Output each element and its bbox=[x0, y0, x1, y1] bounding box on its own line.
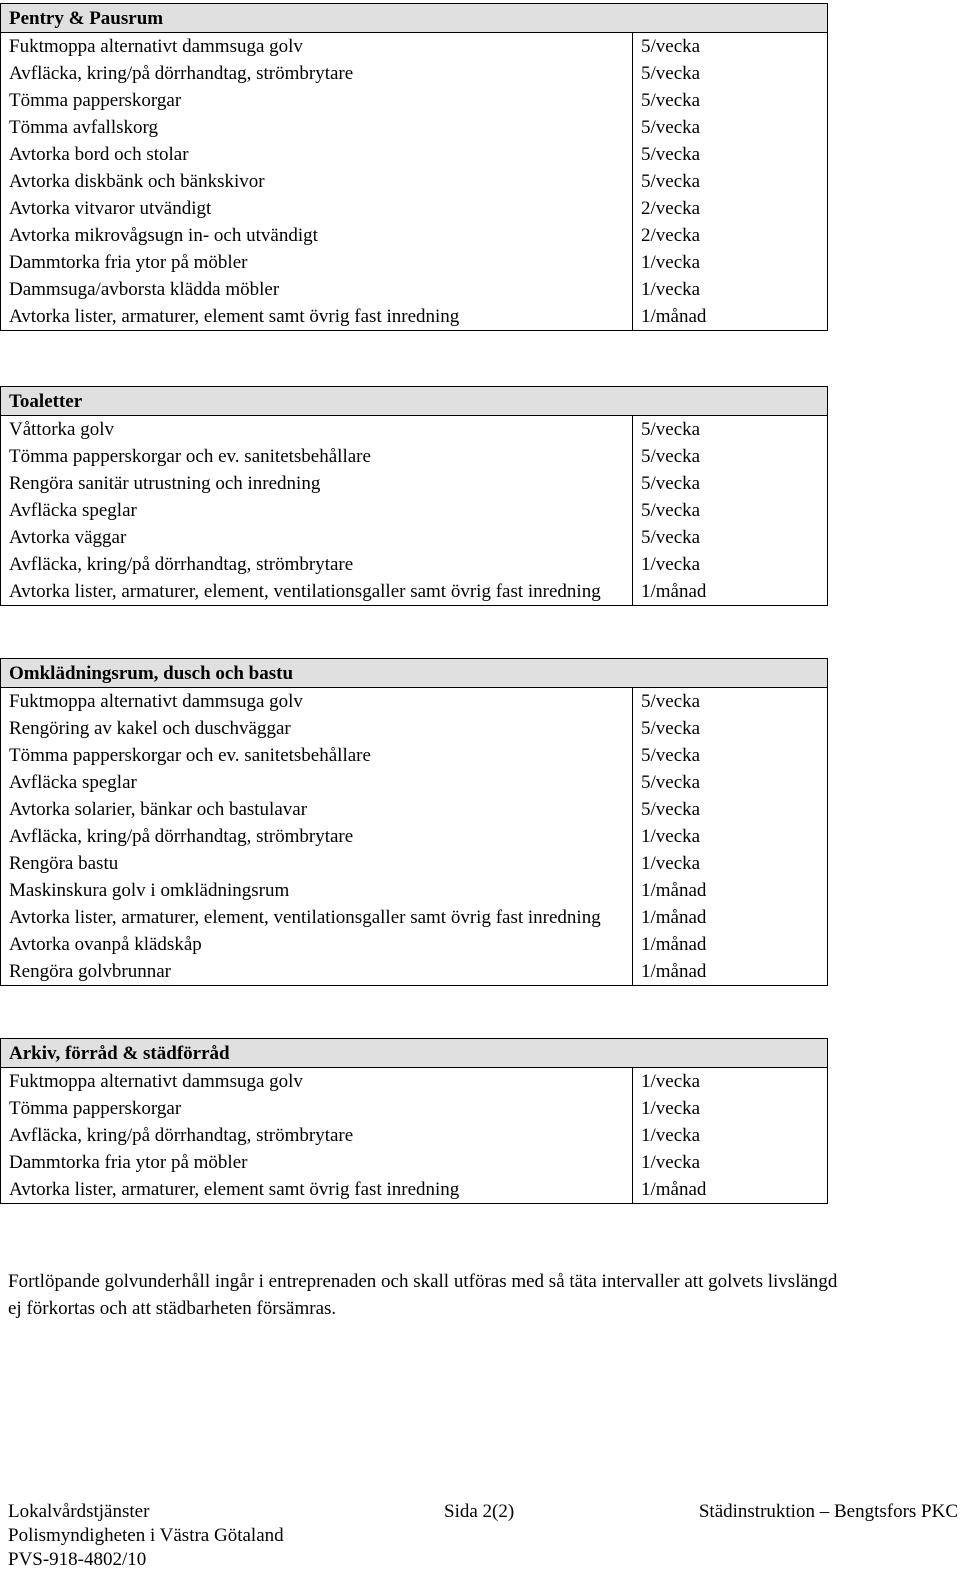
section-arkiv bbox=[0, 1038, 827, 1204]
task-cell: Avfläcka, kring/på dörrhandtag, strömbrytare bbox=[1, 551, 633, 578]
frequency-cell: 1/vecka bbox=[633, 276, 828, 303]
task-cell: Våttorka golv bbox=[1, 416, 633, 444]
task-cell: Avtorka bord och stolar bbox=[1, 141, 633, 168]
task-cell: Dammtorka fria ytor på möbler bbox=[1, 249, 633, 276]
section-omkladningsrum bbox=[0, 658, 827, 986]
frequency-cell: 1/månad bbox=[633, 958, 828, 986]
section-toaletter bbox=[0, 386, 827, 606]
table-row bbox=[1, 249, 828, 276]
task-cell: Avtorka lister, armaturer, element, ventilationsgaller samt övrig fast inredning bbox=[1, 904, 633, 931]
task-cell: Tömma papperskorgar och ev. sanitetsbehållare bbox=[1, 742, 633, 769]
task-cell: Avtorka ovanpå klädskåp bbox=[1, 931, 633, 958]
task-table bbox=[0, 1038, 828, 1204]
table-row bbox=[1, 416, 828, 444]
task-cell: Avtorka lister, armaturer, element samt övrig fast inredning bbox=[1, 303, 633, 331]
floor-maintenance-note: Fortlöpande golvunderhåll ingår i entreprenaden och skall utföras med så täta intervaller att golvets livslängd ej förkortas och att städbarheten försämras. bbox=[8, 1271, 838, 1319]
task-cell: Avfläcka, kring/på dörrhandtag, strömbrytare bbox=[1, 60, 633, 87]
frequency-cell: 1/månad bbox=[633, 303, 828, 331]
table-row bbox=[1, 823, 828, 850]
task-cell: Tömma papperskorgar bbox=[1, 1095, 633, 1122]
table-row bbox=[1, 222, 828, 249]
frequency-cell: 1/vecka bbox=[633, 1095, 828, 1122]
task-cell: Avtorka väggar bbox=[1, 524, 633, 551]
table-row bbox=[1, 958, 828, 986]
frequency-cell: 5/vecka bbox=[633, 443, 828, 470]
frequency-cell: 1/vecka bbox=[633, 1068, 828, 1096]
table-row bbox=[1, 303, 828, 331]
footer-service: Lokalvårdstjänster bbox=[8, 1501, 150, 1522]
table-row bbox=[1, 60, 828, 87]
footer-organization: Polismyndigheten i Västra Götaland bbox=[8, 1525, 284, 1546]
frequency-cell: 5/vecka bbox=[633, 416, 828, 444]
task-cell: Fuktmoppa alternativt dammsuga golv bbox=[1, 1068, 633, 1096]
task-table bbox=[0, 386, 828, 606]
frequency-cell: 5/vecka bbox=[633, 33, 828, 61]
table-row bbox=[1, 931, 828, 958]
table-row bbox=[1, 1068, 828, 1096]
task-cell: Tömma avfallskorg bbox=[1, 114, 633, 141]
table-row bbox=[1, 850, 828, 877]
table-row bbox=[1, 551, 828, 578]
frequency-cell: 1/månad bbox=[633, 578, 828, 606]
page-number: Sida 2(2) bbox=[444, 1501, 515, 1522]
task-cell: Avtorka diskbänk och bänkskivor bbox=[1, 168, 633, 195]
task-table bbox=[0, 658, 828, 986]
frequency-cell: 1/vecka bbox=[633, 551, 828, 578]
task-cell: Rengöra golvbrunnar bbox=[1, 958, 633, 986]
table-row bbox=[1, 276, 828, 303]
frequency-cell: 5/vecka bbox=[633, 796, 828, 823]
footer-left bbox=[8, 1500, 368, 1572]
task-cell: Dammsuga/avborsta klädda möbler bbox=[1, 276, 633, 303]
frequency-cell: 5/vecka bbox=[633, 87, 828, 114]
table-row bbox=[1, 195, 828, 222]
table-row bbox=[1, 470, 828, 497]
frequency-cell: 5/vecka bbox=[633, 769, 828, 796]
frequency-cell: 2/vecka bbox=[633, 222, 828, 249]
table-row bbox=[1, 688, 828, 716]
table-row bbox=[1, 742, 828, 769]
table-row bbox=[1, 33, 828, 61]
table-row bbox=[1, 443, 828, 470]
table-row bbox=[1, 1176, 828, 1204]
section-title: Omklädningsrum, dusch och bastu bbox=[1, 659, 828, 688]
task-cell: Avtorka lister, armaturer, element samt övrig fast inredning bbox=[1, 1176, 633, 1204]
frequency-cell: 5/vecka bbox=[633, 141, 828, 168]
frequency-cell: 5/vecka bbox=[633, 60, 828, 87]
table-row bbox=[1, 497, 828, 524]
task-cell: Avfläcka, kring/på dörrhandtag, strömbrytare bbox=[1, 823, 633, 850]
table-row bbox=[1, 87, 828, 114]
section-title: Pentry & Pausrum bbox=[1, 4, 828, 33]
frequency-cell: 1/månad bbox=[633, 904, 828, 931]
frequency-cell: 1/vecka bbox=[633, 1149, 828, 1176]
task-cell: Tömma papperskorgar bbox=[1, 87, 633, 114]
task-cell: Rengöra bastu bbox=[1, 850, 633, 877]
task-cell: Avtorka solarier, bänkar och bastulavar bbox=[1, 796, 633, 823]
frequency-cell: 1/vecka bbox=[633, 823, 828, 850]
frequency-cell: 5/vecka bbox=[633, 114, 828, 141]
frequency-cell: 5/vecka bbox=[633, 497, 828, 524]
task-cell: Avtorka vitvaror utvändigt bbox=[1, 195, 633, 222]
table-row bbox=[1, 578, 828, 606]
frequency-cell: 1/månad bbox=[633, 931, 828, 958]
table-row bbox=[1, 524, 828, 551]
footer-reference: PVS-918-4802/10 bbox=[8, 1549, 147, 1570]
table-row bbox=[1, 1122, 828, 1149]
frequency-cell: 5/vecka bbox=[633, 168, 828, 195]
table-row bbox=[1, 168, 828, 195]
table-row bbox=[1, 1149, 828, 1176]
frequency-cell: 5/vecka bbox=[633, 715, 828, 742]
task-cell: Avtorka mikrovågsugn in- och utvändigt bbox=[1, 222, 633, 249]
frequency-cell: 5/vecka bbox=[633, 470, 828, 497]
task-cell: Maskinskura golv i omklädningsrum bbox=[1, 877, 633, 904]
task-table bbox=[0, 3, 828, 331]
task-cell: Fuktmoppa alternativt dammsuga golv bbox=[1, 688, 633, 716]
frequency-cell: 1/vecka bbox=[633, 249, 828, 276]
section-title: Arkiv, förråd & städförråd bbox=[1, 1039, 828, 1068]
task-cell: Rengöring av kakel och duschväggar bbox=[1, 715, 633, 742]
task-cell: Dammtorka fria ytor på möbler bbox=[1, 1149, 633, 1176]
frequency-cell: 1/vecka bbox=[633, 1122, 828, 1149]
table-row bbox=[1, 769, 828, 796]
table-row bbox=[1, 715, 828, 742]
frequency-cell: 1/månad bbox=[633, 1176, 828, 1204]
table-row bbox=[1, 877, 828, 904]
section-pentry bbox=[0, 3, 827, 331]
table-row bbox=[1, 796, 828, 823]
table-row bbox=[1, 114, 828, 141]
task-cell: Avfläcka, kring/på dörrhandtag, strömbrytare bbox=[1, 1122, 633, 1149]
table-row bbox=[1, 904, 828, 931]
frequency-cell: 5/vecka bbox=[633, 742, 828, 769]
task-cell: Tömma papperskorgar och ev. sanitetsbehållare bbox=[1, 443, 633, 470]
frequency-cell: 2/vecka bbox=[633, 195, 828, 222]
table-row bbox=[1, 1095, 828, 1122]
document-title: Städinstruktion – Bengtsfors PKC bbox=[698, 1501, 958, 1522]
frequency-cell: 1/vecka bbox=[633, 850, 828, 877]
task-cell: Avfläcka speglar bbox=[1, 497, 633, 524]
task-cell: Fuktmoppa alternativt dammsuga golv bbox=[1, 33, 633, 61]
task-cell: Avfläcka speglar bbox=[1, 769, 633, 796]
frequency-cell: 1/månad bbox=[633, 877, 828, 904]
task-cell: Rengöra sanitär utrustning och inredning bbox=[1, 470, 633, 497]
table-row bbox=[1, 141, 828, 168]
task-cell: Avtorka lister, armaturer, element, ventilationsgaller samt övrig fast inredning bbox=[1, 578, 633, 606]
frequency-cell: 5/vecka bbox=[633, 524, 828, 551]
frequency-cell: 5/vecka bbox=[633, 688, 828, 716]
section-title: Toaletter bbox=[1, 387, 828, 416]
